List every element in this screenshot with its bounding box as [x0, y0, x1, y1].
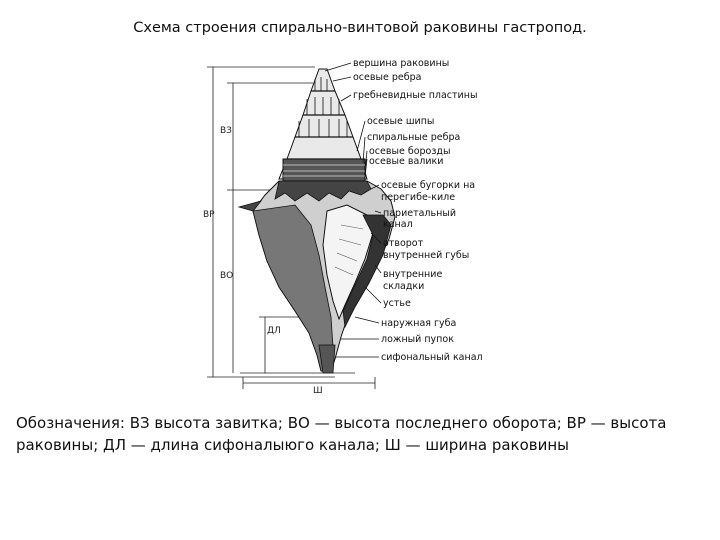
label-tubercles-line1: осевые бугорки на — [381, 180, 476, 191]
shell-diagram — [195, 55, 505, 395]
legend — [16, 412, 706, 456]
label-parietal-line1: париетальный — [383, 208, 456, 219]
label-false-umbilicus: ложный пупок — [381, 334, 454, 345]
label-axial-grooves: осевые борозды — [369, 146, 451, 157]
label-axial-rolls: осевые валики — [369, 156, 444, 167]
shell-diagram-svg — [195, 55, 505, 395]
label-width: Ш — [313, 386, 323, 395]
label-parietal-line2: канал — [383, 219, 413, 230]
label-outer-lip: наружная губа — [381, 318, 457, 329]
legend-line-2: раковины; ДЛ — длина сифоналыюго канала; Ш — ширина раковины — [16, 436, 570, 454]
label-axial-ribs: осевые ребра — [353, 72, 422, 83]
label-comb-plates: гребневидные пластины — [353, 90, 478, 101]
label-siphon-length: ДЛ — [267, 326, 281, 336]
label-apex: вершина раковины — [353, 58, 450, 69]
label-spire-height: ВЗ — [220, 126, 232, 136]
label-spiral-ribs: спиральные ребра — [367, 132, 461, 143]
label-axial-spines: осевые шипы — [367, 116, 435, 127]
label-shell-height: ВР — [203, 210, 215, 220]
shell-drawing — [239, 69, 395, 373]
label-aperture: устье — [383, 298, 411, 309]
legend-line-1: Обозначения: ВЗ высота завитка; ВО — высота последнего оборота; ВР — высота — [16, 414, 667, 432]
label-folds-line1: внутренние — [383, 269, 443, 280]
diagram-title: Схема строения спирально-винтовой раковины гастропод. — [133, 20, 587, 36]
label-siphonal-canal: сифональный канал — [381, 352, 483, 363]
label-tubercles-line2: перегибе-киле — [381, 192, 456, 203]
label-inner-lip-line1: отворот — [383, 238, 424, 249]
label-inner-lip-line2: внутренней губы — [383, 250, 470, 261]
label-last-whorl-height: ВО — [220, 271, 234, 281]
label-folds-line2: складки — [383, 281, 425, 292]
